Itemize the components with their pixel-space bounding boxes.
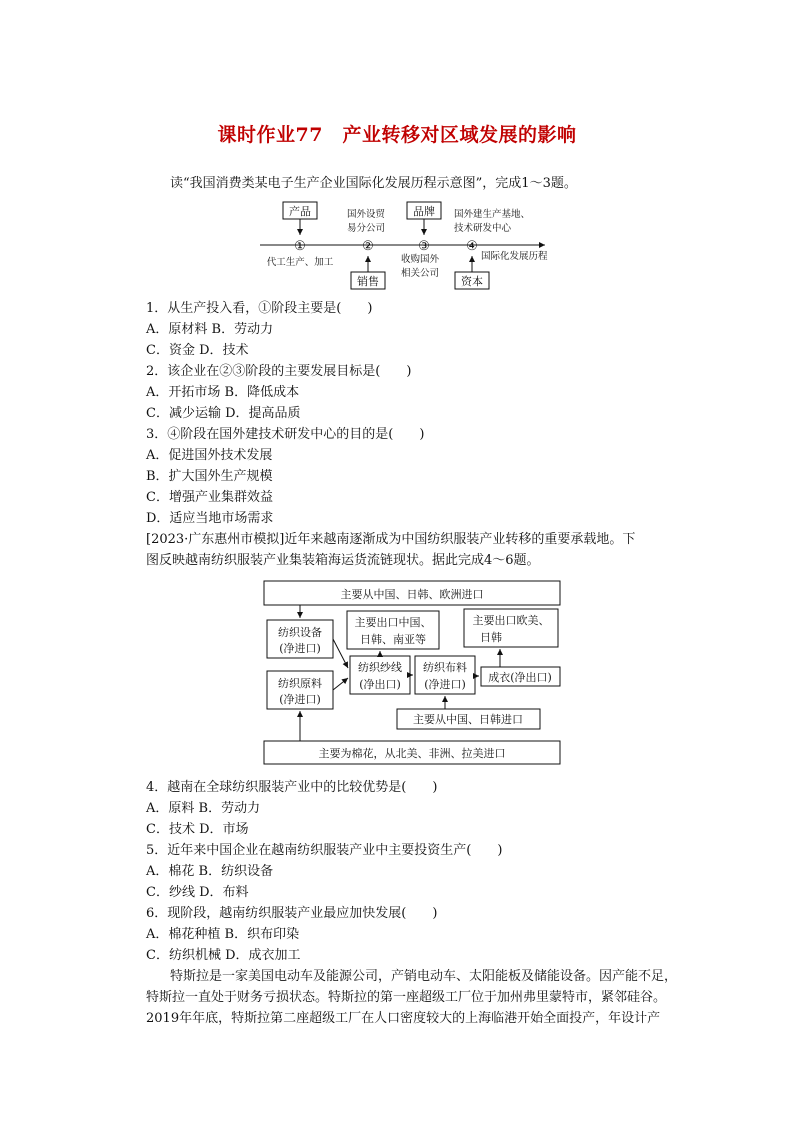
note-trade-1: 国外设贸: [347, 209, 386, 220]
question-1-options-cd: C．资金 D．技术: [146, 343, 249, 358]
raw-material-label-2: (净进口): [279, 693, 321, 706]
intro-text-2-line-1: [2023·广东惠州市模拟]近年来越南逐渐成为中国纺织服装产业转移的重要承载地。下: [146, 532, 636, 547]
note-base-1: 国外建生产基地、: [454, 209, 531, 220]
import-top-label: 主要从中国、日韩、欧洲进口: [340, 588, 484, 601]
question-3-option-b: B．扩大国外生产规模: [146, 469, 273, 484]
export-asia-label-1: 主要出口中国、: [354, 616, 432, 629]
internationalization-diagram: [255, 199, 565, 292]
stage-4: ④: [466, 239, 478, 254]
intro-text-1: 读“我国消费类某电子生产企业国际化发展历程示意图”，完成1～3题。: [170, 176, 577, 191]
question-4-options-ab: A．原料 B．劳动力: [146, 801, 261, 816]
cotton-import-label: 主要为棉花，从北美、非洲、拉美进口: [318, 747, 506, 760]
question-6-options-cd: C．纺织机械 D．成衣加工: [146, 948, 301, 963]
product-label: 产品: [289, 205, 311, 218]
cloth-label-2: (净进口): [424, 678, 466, 691]
export-west-label-1: 主要出口欧美、: [472, 614, 550, 627]
question-4: 4．越南在全球纺织服装产业中的比较优势是( ): [146, 780, 438, 795]
question-3-option-a: A．促进国外技术发展: [146, 448, 273, 463]
question-5-options-ab: A．棉花 B．纺织设备: [146, 864, 274, 879]
intro-text-2-line-2: 图反映越南纺织服装产业集装箱海运货流链现状。据此完成4～6题。: [146, 553, 540, 568]
question-3-option-c: C．增强产业集群效益: [146, 490, 273, 505]
question-2-options-ab: A．开拓市场 B．降低成本: [146, 385, 300, 400]
question-4-options-cd: C．技术 D．市场: [146, 822, 249, 837]
note-trade-2: 易分公司: [347, 223, 386, 234]
equipment-label-2: (净进口): [279, 642, 321, 655]
question-2-options-cd: C．减少运输 D．提高品质: [146, 406, 301, 421]
yarn-label-1: 纺织纱线: [358, 661, 402, 674]
question-1-options-ab: A．原材料 B．劳动力: [146, 322, 274, 337]
question-6: 6．现阶段，越南纺织服装产业最应加快发展( ): [146, 906, 438, 921]
question-5-options-cd: C．纱线 D．布料: [146, 885, 249, 900]
question-6-options-ab: A．棉花种植 B．织布印染: [146, 927, 300, 942]
textile-flow-diagram: [260, 578, 566, 768]
note-acquire-2: 相关公司: [401, 268, 440, 279]
question-2: 2．该企业在②③阶段的主要发展目标是( ): [146, 364, 412, 379]
stage-3: ③: [418, 239, 430, 254]
raw-material-label-1: 纺织原料: [278, 677, 322, 690]
export-asia-label-2: 日韩、南亚等: [360, 633, 426, 646]
yarn-label-2: (净出口): [359, 678, 401, 691]
note-base-2: 技术研发中心: [454, 223, 512, 234]
export-west-label-2: 日韩: [480, 631, 502, 644]
equipment-label-1: 纺织设备: [278, 626, 322, 639]
garment-label: 成衣(净出口): [488, 671, 552, 684]
question-5: 5．近年来中国企业在越南纺织服装产业中主要投资生产( ): [146, 843, 503, 858]
sales-label: 销售: [357, 275, 379, 288]
brand-label: 品牌: [413, 205, 435, 218]
question-1: 1．从生产投入看，①阶段主要是( ): [146, 301, 373, 316]
passage-line-3: 2019年年底，特斯拉第二座超级工厂在人口密度较大的上海临港开始全面投产，年设计产: [146, 1011, 661, 1026]
question-3: 3．④阶段在国外建技术研发中心的目的是( ): [146, 427, 425, 442]
import-asia-label: 主要从中国、日韩进口: [413, 713, 523, 726]
stage-2: ②: [362, 239, 374, 254]
cloth-label-1: 纺织布料: [423, 661, 467, 674]
page-title: 课时作业77 产业转移对区域发展的影响: [217, 124, 577, 146]
axis-label: 国际化发展历程: [481, 251, 548, 262]
note-acquire-1: 收购国外: [401, 254, 440, 265]
note-oem: 代工生产、加工: [266, 257, 334, 268]
passage-line-2: 特斯拉一直处于财务亏损状态。特斯拉的第一座超级工厂位于加州弗里蒙特市，紧邻硅谷。: [146, 990, 667, 1005]
question-3-option-d: D．适应当地市场需求: [146, 511, 274, 526]
passage-line-1: 特斯拉是一家美国电动车及能源公司，产销电动车、太阳能板及储能设备。因产能不足，: [170, 969, 678, 984]
stage-1: ①: [294, 239, 306, 254]
capital-label: 资本: [461, 275, 483, 288]
